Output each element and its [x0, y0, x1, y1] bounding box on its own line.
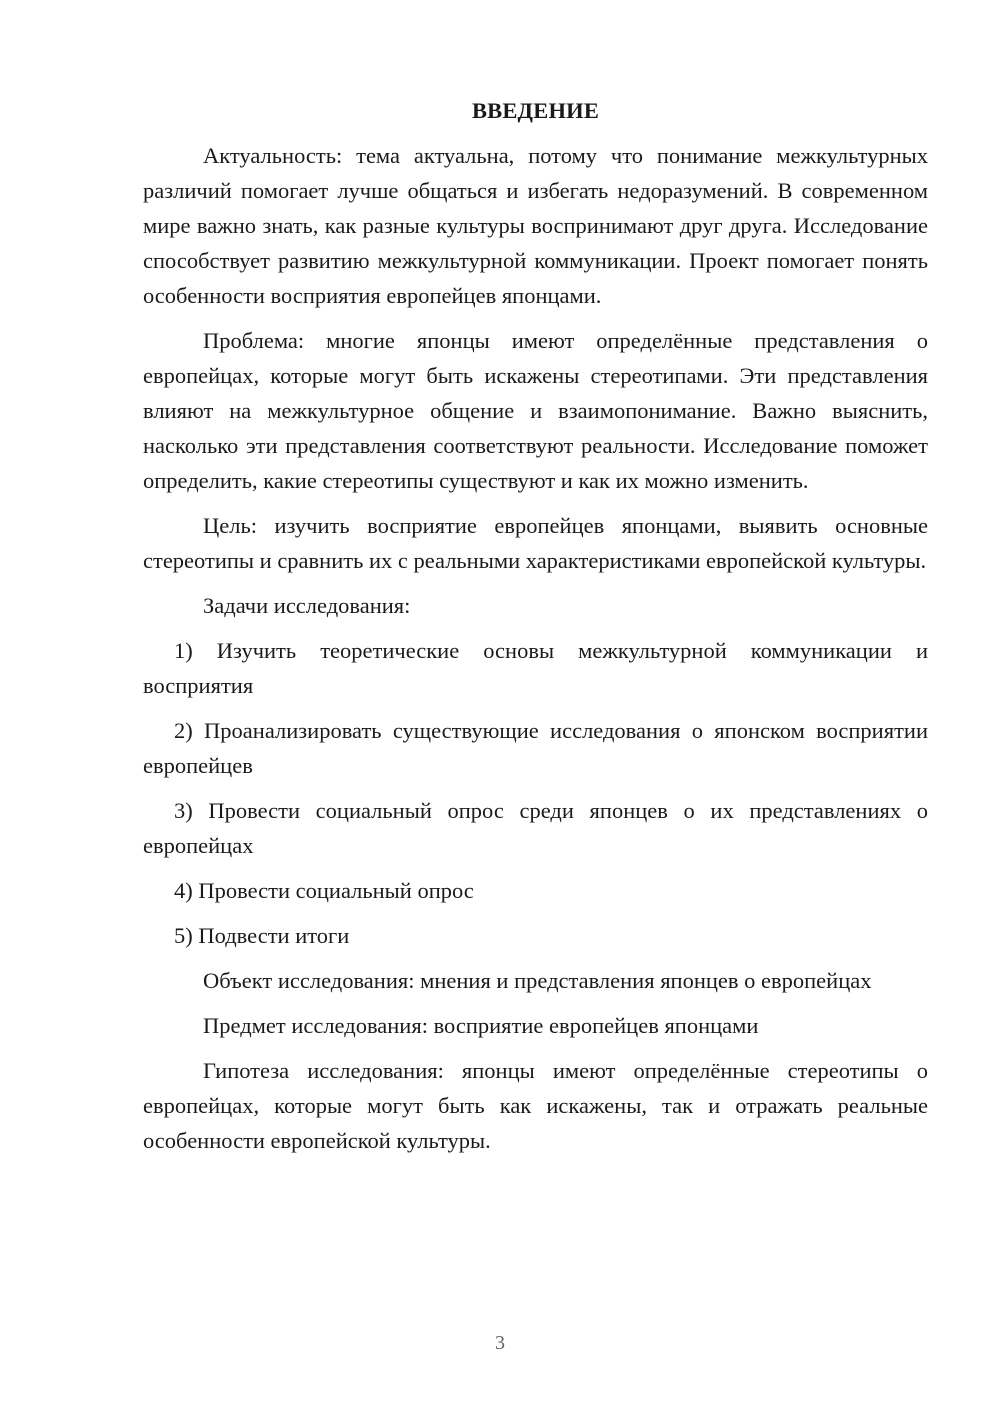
task-item-1: 1) Изучить теоретические основы межкультурной коммуникации и восприятия: [143, 638, 928, 698]
goal-paragraph: Цель: изучить восприятие европейцев японцами, выявить основные стереотипы и сравнить их с реальными характеристиками европейской культуры.: [143, 513, 928, 573]
task-item-3: 3) Провести социальный опрос среди японцев о их представлениях о европейцах: [143, 798, 928, 858]
tasks-heading: Задачи исследования:: [203, 593, 411, 618]
task-item-2: 2) Проанализировать существующие исследования о японском восприятии европейцев: [143, 718, 928, 778]
relevance-paragraph: Актуальность: тема актуальна, потому что понимание межкультурных различий помогает лучше общаться и избегать недоразумений. В современном мире важно знать, как разные культуры воспринимают друг друга. Исследование способствует развитию межкультурной коммуникации. Проект помогает понять особенности восприятия европейцев японцами.: [143, 143, 928, 308]
task-item-4: 4) Провести социальный опрос: [174, 878, 474, 903]
task-item-5: 5) Подвести итоги: [174, 923, 350, 948]
hypothesis-paragraph: Гипотеза исследования: японцы имеют определённые стереотипы о европейцах, которые могут быть как искажены, так и отражать реальные особенности европейской культуры.: [143, 1058, 928, 1153]
section-title: ВВЕДЕНИЕ: [471, 98, 600, 123]
page-number: 3: [495, 1332, 505, 1354]
research-object-paragraph: Объект исследования: мнения и представления японцев о европейцах: [203, 968, 872, 993]
problem-paragraph: Проблема: многие японцы имеют определённые представления о европейцах, которые могут быть искажены стереотипами. Эти представления влияют на межкультурное общение и взаимопонимание. Важно выяснить, насколько эти представления соответствуют реальности. Исследование поможет определить, какие стереотипы существуют и как их можно изменить.: [143, 328, 928, 493]
research-subject-paragraph: Предмет исследования: восприятие европейцев японцами: [203, 1013, 759, 1038]
page-content: [143, 93, 928, 1158]
